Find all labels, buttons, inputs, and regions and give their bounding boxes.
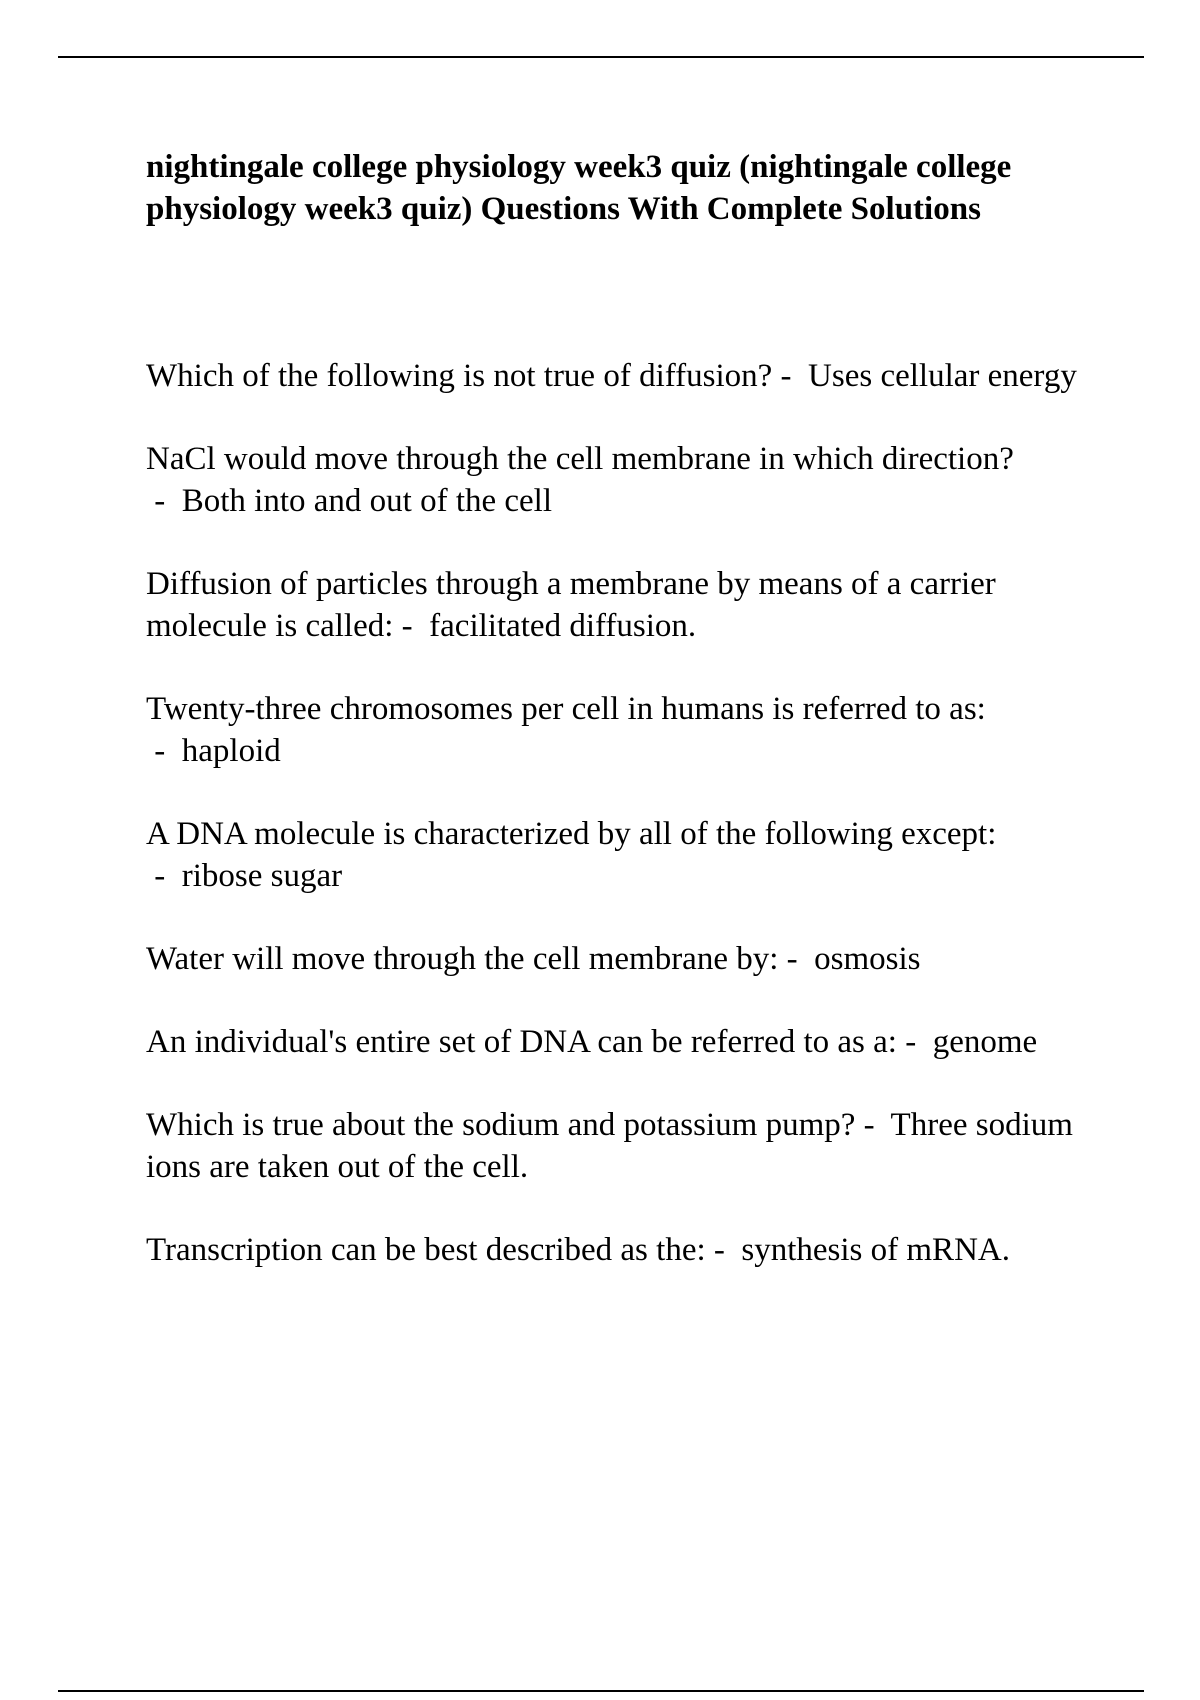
top-rule — [58, 56, 1144, 58]
answer-text: Three sodium ions are taken out of the cell. — [146, 1107, 1073, 1185]
qa-list — [146, 355, 1096, 1312]
question-text: Water will move through the cell membrane by: — [146, 941, 779, 977]
question-text: Twenty-three chromosomes per cell in humans is referred to as: — [146, 691, 986, 727]
answer-text: Both into and out of the cell — [181, 483, 553, 519]
bottom-rule — [58, 1690, 1144, 1692]
answer-text: synthesis of mRNA. — [741, 1232, 1010, 1268]
qa-item: Water will move through the cell membrane by: - osmosis — [146, 941, 921, 977]
qa-item: A DNA molecule is characterized by all of the following except: - ribose sugar — [146, 816, 997, 894]
question-text: Which is true about the sodium and potassium pump? — [146, 1107, 856, 1143]
answer-text: haploid — [181, 733, 281, 769]
qa-item: Twenty-three chromosomes per cell in humans is referred to as: - haploid — [146, 691, 986, 769]
qa-item: Diffusion of particles through a membrane by means of a carrier molecule is called: - facilitated diffusion. — [146, 566, 996, 644]
question-text: Transcription can be best described as the: — [146, 1232, 706, 1268]
question-text: A DNA molecule is characterized by all of the following except: — [146, 816, 997, 852]
question-text: Which of the following is not true of diffusion? — [146, 358, 773, 394]
qa-item: NaCl would move through the cell membrane in which direction? - Both into and out of the cell — [146, 441, 1014, 519]
qa-item: Which is true about the sodium and potassium pump? - Three sodium ions are taken out of the cell. — [146, 1107, 1073, 1185]
answer-text: Uses cellular energy — [808, 358, 1077, 394]
answer-text: osmosis — [814, 941, 921, 977]
question-text: Diffusion of particles through a membrane by means of a carrier molecule is called: — [146, 566, 996, 644]
qa-item: Transcription can be best described as the: - synthesis of mRNA. — [146, 1232, 1010, 1268]
answer-text: genome — [932, 1024, 1038, 1060]
question-text: An individual's entire set of DNA can be referred to as a: — [146, 1024, 897, 1060]
answer-text: ribose sugar — [181, 858, 343, 894]
document-title: nightingale college physiology week3 quiz (nightingale college physiology week3 quiz) Questions With Complete Solutions — [146, 149, 1012, 227]
question-text: NaCl would move through the cell membrane in which direction? — [146, 441, 1014, 477]
qa-item: An individual's entire set of DNA can be referred to as a: - genome — [146, 1024, 1038, 1060]
answer-text: facilitated diffusion. — [429, 608, 697, 644]
qa-item: Which of the following is not true of diffusion? - Uses cellular energy — [146, 358, 1077, 394]
